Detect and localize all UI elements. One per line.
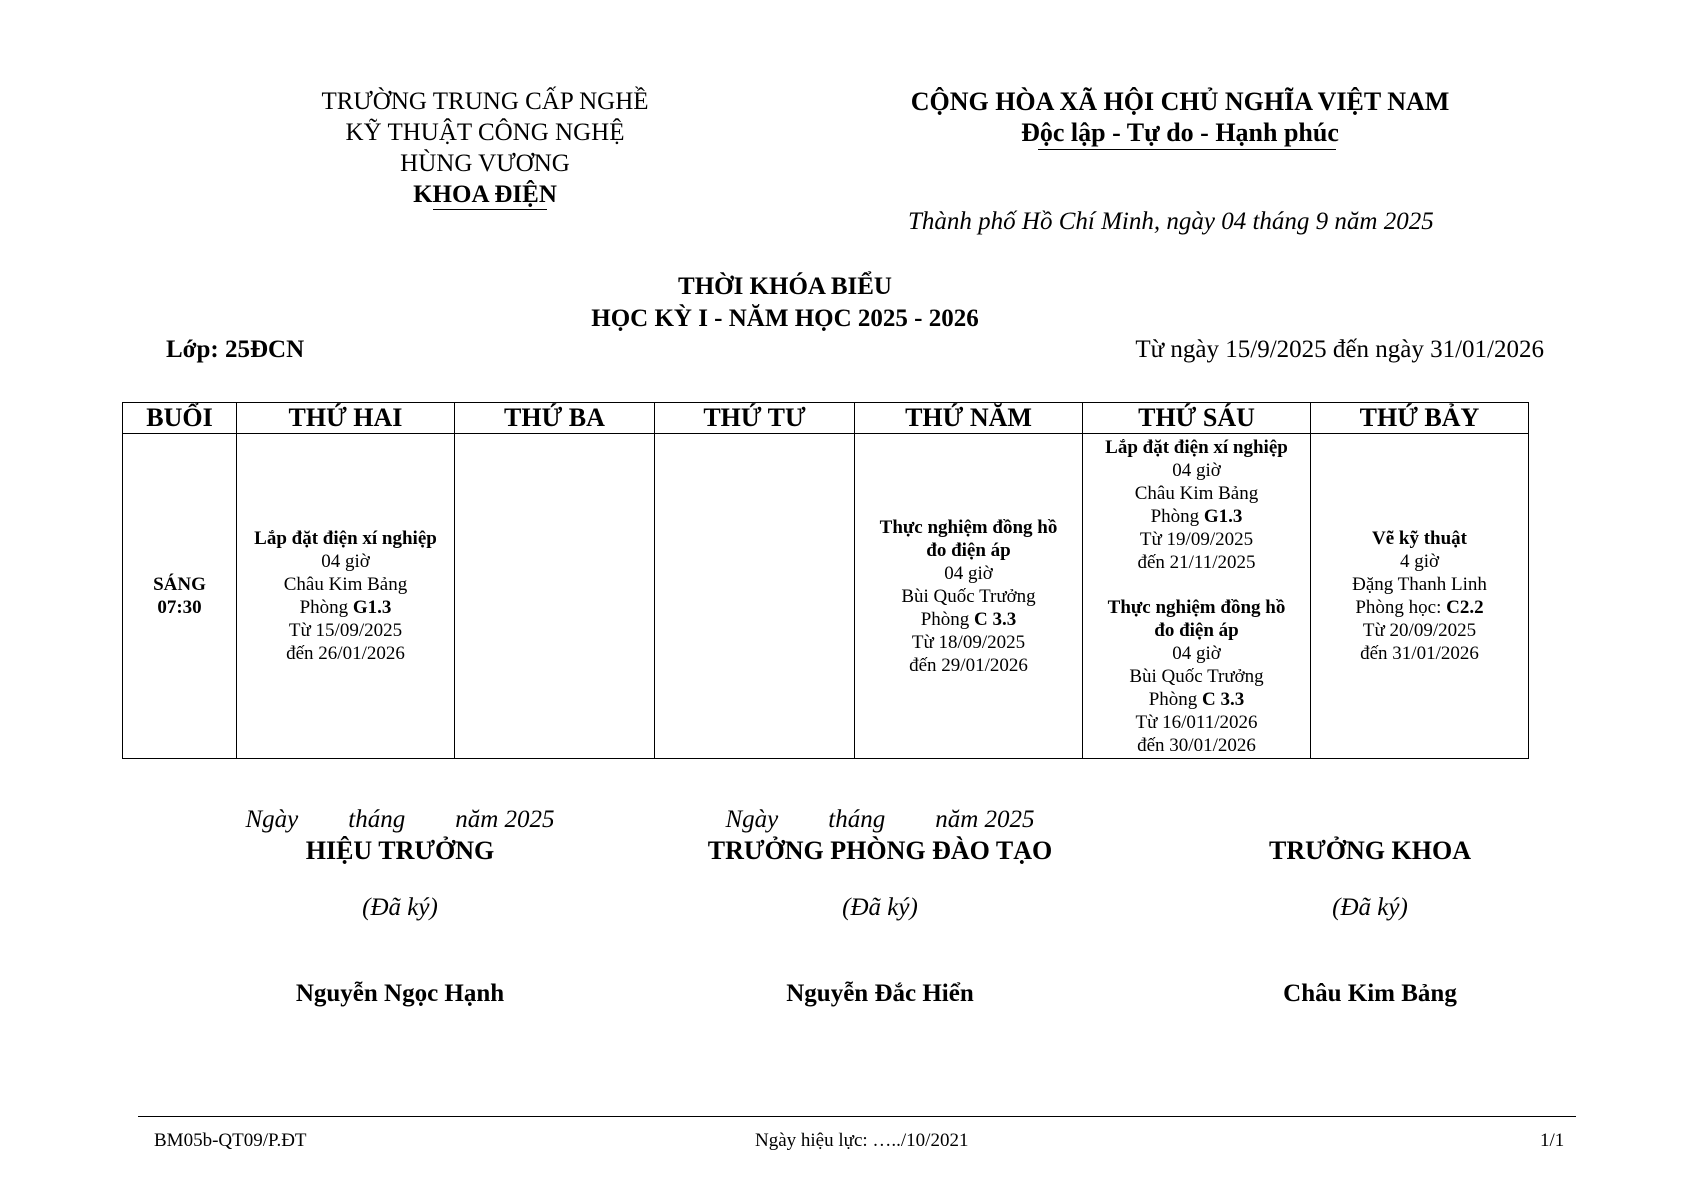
thursday-hours: 04 giờ (944, 562, 993, 584)
principal-signature (220, 806, 580, 1008)
header-tuesday: THỨ BA (455, 403, 655, 434)
session-time: 07:30 (157, 597, 202, 618)
principal-signed: (Đã ký) (362, 894, 438, 921)
friday-2-room (1083, 688, 1310, 711)
room-code: C 3.3 (1202, 688, 1245, 710)
room-code: C 3.3 (974, 608, 1017, 630)
header-wednesday: THỨ TƯ (655, 403, 855, 434)
principal-sign-date: Ngày tháng năm 2025 (245, 806, 555, 833)
room-code: C2.2 (1446, 597, 1484, 618)
class-label: Lớp: 25ĐCN (166, 336, 305, 363)
training-sign-date: Ngày tháng năm 2025 (725, 806, 1035, 833)
motto-underline (1038, 149, 1336, 150)
saturday-from: Từ 20/09/2025 (1362, 620, 1477, 641)
friday-2-hours: 04 giờ (1172, 642, 1221, 664)
thursday-from: Từ 18/09/2025 (911, 631, 1026, 653)
room-prefix: Phòng (1150, 505, 1204, 527)
header-friday: THỨ SÁU (1083, 403, 1311, 434)
friday-1-teacher: Châu Kim Bảng (1134, 482, 1259, 504)
training-signed: (Đã ký) (842, 894, 918, 921)
faculty-signed: (Đã ký) (1332, 894, 1408, 921)
school-header (250, 86, 720, 210)
session-name: SÁNG (153, 574, 206, 595)
tuesday-cell (455, 434, 655, 759)
nation-motto: Độc lập - Tự do - Hạnh phúc (1021, 118, 1339, 147)
saturday-teacher: Đặng Thanh Linh (1352, 574, 1487, 595)
friday-2-from: Từ 16/011/2026 (1135, 711, 1258, 733)
timetable (122, 402, 1529, 759)
faculty-name: KHOA ĐIỆN (413, 181, 557, 208)
faculty-head-signature (1220, 806, 1520, 1008)
friday-1-to: đến 21/11/2025 (1137, 551, 1256, 573)
school-name-line2: KỸ THUẬT CÔNG NGHỆ (345, 119, 625, 146)
room-code: G1.3 (352, 597, 392, 618)
header-session: BUỔI (123, 403, 237, 434)
morning-row (123, 434, 1529, 759)
principal-name: Nguyễn Ngọc Hạnh (295, 980, 505, 1007)
room-prefix: Phòng (1148, 688, 1203, 710)
training-head-signature (690, 806, 1070, 1008)
header-monday: THỨ HAI (237, 403, 455, 434)
thursday-subject-line1: Thực nghiệm đồng hồ (879, 516, 1058, 538)
monday-subject: Lắp đặt điện xí nghiệp (254, 528, 437, 549)
friday-1-hours: 04 giờ (1172, 459, 1221, 481)
monday-room (237, 596, 454, 619)
friday-2-teacher: Bùi Quốc Trưởng (1129, 665, 1264, 687)
friday-1-subject: Lắp đặt điện xí nghiệp (1105, 436, 1288, 458)
thursday-cell (855, 434, 1083, 759)
title-line1: THỜI KHÓA BIỂU (678, 273, 892, 300)
faculty-underline (433, 209, 547, 210)
nation-name: CỘNG HÒA XÃ HỘI CHỦ NGHĨA VIỆT NAM (910, 87, 1450, 116)
school-name-line1: TRƯỜNG TRUNG CẤP NGHỀ (321, 88, 649, 115)
monday-to: đến 26/01/2026 (286, 643, 405, 664)
wednesday-cell (655, 434, 855, 759)
issue-dateline: Thành phố Hồ Chí Minh, ngày 04 tháng 9 năm 2025 (908, 208, 1434, 235)
spacer (1083, 574, 1310, 596)
thursday-teacher: Bùi Quốc Trưởng (901, 585, 1036, 607)
faculty-role: TRƯỞNG KHOA (1269, 836, 1471, 865)
thursday-subject-line2: đo điện áp (926, 539, 1011, 561)
thursday-to: đến 29/01/2026 (909, 654, 1028, 676)
timetable-header-row (123, 403, 1529, 434)
room-code: G1.3 (1203, 505, 1243, 527)
room-prefix: Phòng học: (1355, 597, 1447, 618)
date-range: Từ ngày 15/9/2025 đến ngày 31/01/2026 (1135, 336, 1544, 363)
title-line2: HỌC KỲ I - NĂM HỌC 2025 - 2026 (591, 305, 979, 332)
principal-role: HIỆU TRƯỞNG (305, 836, 495, 865)
saturday-subject: Vẽ kỹ thuật (1371, 528, 1467, 549)
form-code: BM05b-QT09/P.ĐT (154, 1130, 307, 1151)
training-name: Nguyễn Đắc Hiển (786, 980, 974, 1007)
monday-from: Từ 15/09/2025 (288, 620, 403, 641)
monday-cell (237, 434, 455, 759)
friday-2-subject-line1: Thực nghiệm đồng hồ (1107, 596, 1286, 618)
thursday-room (855, 608, 1082, 631)
friday-1-room (1083, 505, 1310, 528)
monday-hours: 04 giờ (321, 551, 370, 572)
saturday-room (1311, 596, 1528, 619)
header-thursday: THỨ NĂM (855, 403, 1083, 434)
friday-2-subject-line2: đo điện áp (1154, 619, 1239, 641)
saturday-hours: 4 giờ (1399, 551, 1440, 572)
document-title (500, 271, 1070, 335)
header-saturday: THỨ BẢY (1311, 403, 1529, 434)
national-header (860, 86, 1500, 148)
effective-date: Ngày hiệu lực: …../10/2021 (755, 1130, 969, 1151)
friday-2-to: đến 30/01/2026 (1137, 734, 1256, 756)
friday-1-from: Từ 19/09/2025 (1139, 528, 1254, 550)
page-number: 1/1 (1540, 1130, 1565, 1151)
room-prefix: Phòng (920, 608, 975, 630)
school-name-line3: HÙNG VƯƠNG (400, 150, 570, 177)
training-role: TRƯỞNG PHÒNG ĐÀO TẠO (707, 836, 1053, 865)
session-cell (123, 434, 237, 759)
monday-teacher: Châu Kim Bảng (283, 574, 408, 595)
saturday-cell (1311, 434, 1529, 759)
saturday-to: đến 31/01/2026 (1360, 643, 1479, 664)
footer-divider (138, 1116, 1576, 1117)
faculty-name: Châu Kim Bảng (1283, 980, 1457, 1007)
friday-cell (1083, 434, 1311, 759)
room-prefix: Phòng (299, 597, 353, 618)
